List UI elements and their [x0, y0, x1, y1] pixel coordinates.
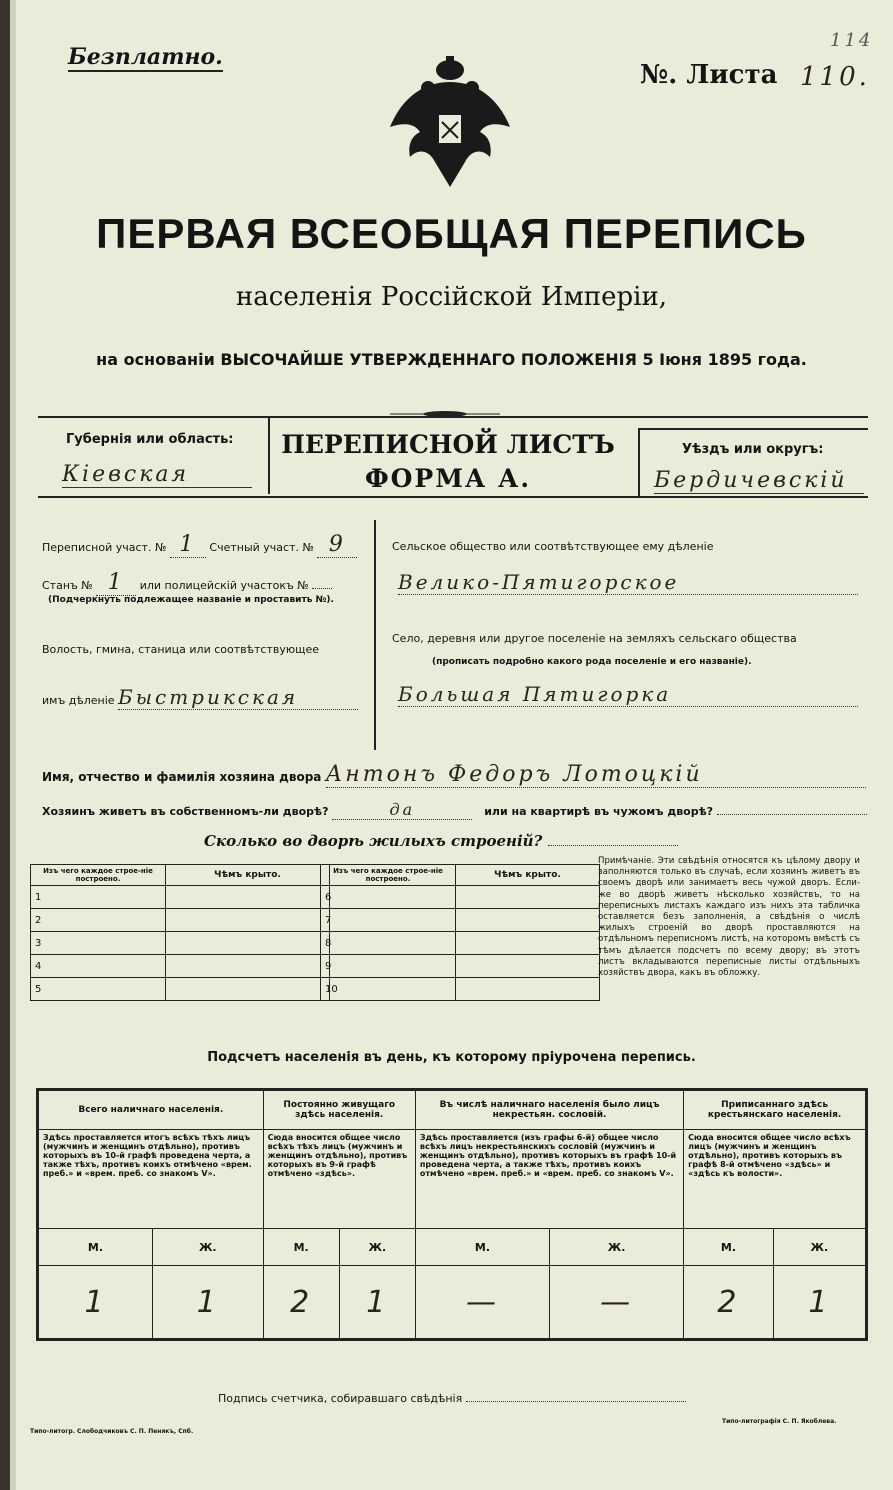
building-number: 4	[31, 955, 166, 978]
province-box	[38, 418, 270, 494]
police-label: или полицейскій участокъ №	[139, 579, 309, 592]
sheet-number-value: 110.	[800, 62, 870, 92]
lives-label-2: или на квартирѣ въ чужомъ дворѣ?	[484, 805, 714, 818]
building-roof-cell	[456, 978, 600, 1001]
building-number: 10	[321, 978, 456, 1001]
building-number: 9	[321, 955, 456, 978]
province-value: Кіевская	[62, 462, 252, 488]
count-column-desc: Здѣсь проставляется (изъ графы 6-й) общее число всѣхъ лицъ некрестьянскихъ сословій (мужчинъ и женщинъ отдѣльно), противъ которыхъ въ графѣ 10-й проведена черта, а также тѣхъ, противъ коихъ отмѣчено «врем. преб.» и «врем. преб. со знакомъ V».	[415, 1130, 683, 1229]
building-roof-cell	[166, 955, 330, 978]
buildings-row	[321, 932, 600, 955]
buildings-row	[31, 886, 330, 909]
district-box	[638, 428, 868, 496]
signature-label: Подпись счетчика, собиравшаго свѣдѣнія	[218, 1392, 463, 1405]
note-text: Примѣчаніе. Эти свѣдѣнія относятся къ цѣлому двору и заполняются только въ случаѣ, если хозяинъ живетъ въ своемъ дворѣ или занимаетъ весь чужой дворъ. Если-же во дворѣ живетъ нѣсколько хозяйствъ, то на переписныхъ листахъ каждаго изъ нихъ эта табличка оставляется безъ заполненія, а свѣдѣнія о числѣ жилыхъ строеній во дворѣ проставляются на отдѣльномъ переписномъ листѣ, на которомъ вмѣстѣ съ тѣмъ дѣлается подсчетъ по всему двору; въ этотъ листъ вкладываются переписные листы отдѣльныхъ хозяйствъ двора, какъ въ обложку.	[598, 856, 860, 979]
stan-label: Станъ №	[42, 579, 93, 592]
uchast-value: 1	[170, 532, 206, 558]
male-count: 2	[684, 1266, 774, 1340]
owner-row	[42, 762, 866, 788]
count-title: Подсчетъ населенія въ день, къ которому пріурочена перепись.	[207, 1050, 696, 1065]
form-title: ПЕРЕПИСНОЙ ЛИСТЪ	[281, 430, 615, 459]
census-sheet	[10, 0, 893, 1490]
building-roof-cell	[456, 955, 600, 978]
free-label: Безплатно.	[68, 44, 223, 70]
female-count: 1	[773, 1266, 866, 1340]
owner-value: Антонъ Федоръ Лотоцкій	[326, 762, 866, 788]
building-number: 6	[321, 886, 456, 909]
building-number: 5	[31, 978, 166, 1001]
building-roof-cell	[166, 886, 330, 909]
building-roof-cell	[456, 909, 600, 932]
male-label: М.	[263, 1229, 339, 1266]
building-roof-cell	[166, 909, 330, 932]
village-note: (прописать подробно какого рода поселеніе и его названіе).	[432, 657, 752, 667]
corner-number: 114	[830, 30, 874, 51]
building-roof-cell	[166, 978, 330, 1001]
underline-note: (Подчеркнуть подлежащее названіе и проставить №).	[48, 595, 334, 605]
count-column-head: Въ числѣ наличнаго населенія было лицъ некрестьян. сословій.	[415, 1090, 683, 1130]
census-basis: на основаніи ВЫСОЧАЙШЕ УТВЕРЖДЕННАГО ПОЛОЖЕНІЯ 5 Іюня 1895 года.	[96, 350, 807, 369]
buildings-row	[31, 955, 330, 978]
buildings-row	[321, 978, 600, 1001]
buildings-table-left	[30, 864, 330, 1001]
buildings-table-right	[320, 864, 600, 1001]
form-subtitle: ФОРМА А.	[364, 464, 532, 493]
count-column-desc: Сюда вносится общее число всѣхъ тѣхъ лицъ (мужчинъ и женщинъ отдѣльно), противъ которыхъ въ 9-й графѣ отмѣчено «здѣсь».	[263, 1130, 415, 1229]
schet-value: 9	[317, 532, 357, 558]
society-value: Велико-Пятигорское	[398, 570, 858, 595]
buildings-col-material-2: Изъ чего каждое строе-ніе построено.	[321, 865, 456, 886]
female-label: Ж.	[152, 1229, 263, 1266]
volost-value: Быстрикская	[118, 685, 358, 710]
building-number: 3	[31, 932, 166, 955]
buildings-row	[204, 832, 678, 850]
district-label: Уѣздъ или округъ:	[682, 442, 824, 457]
stan-value: 1	[96, 570, 136, 596]
volost-label: Волость, гмина, станица или соотвѣтствующее	[42, 643, 320, 656]
building-number: 7	[321, 909, 456, 932]
village-value: Большая Пятигорка	[398, 682, 858, 707]
female-label: Ж.	[550, 1229, 684, 1266]
male-label: М.	[684, 1229, 774, 1266]
lives-label: Хозяинъ живетъ въ собственномъ-ли дворѣ?	[42, 805, 329, 818]
buildings-row	[321, 909, 600, 932]
count-column-head: Всего наличнаго населенія.	[38, 1090, 264, 1130]
count-column-head: Приписаннаго здѣсь крестьянскаго населенія.	[684, 1090, 867, 1130]
owner-label: Имя, отчество и фамилія хозяина двора	[42, 770, 322, 784]
male-count: 2	[263, 1266, 339, 1340]
building-number: 1	[31, 886, 166, 909]
province-label: Губернія или область:	[66, 432, 234, 447]
footer-left: Типо-литогр. Слободчиковъ С. П. Пенякъ, Спб.	[30, 1428, 194, 1435]
eagle-emblem-icon	[380, 52, 520, 192]
buildings-col-roof-2: Чѣмъ крыто.	[456, 865, 600, 886]
buildings-row	[321, 886, 600, 909]
count-column-desc: Сюда вносится общее число всѣхъ лицъ (мужчинъ и женщинъ отдѣльно), противъ которыхъ въ графѣ 8-й отмѣчено «здѣсь» и «здѣсь къ волости».	[684, 1130, 867, 1229]
buildings-col-material: Изъ чего каждое строе-ніе построено.	[31, 865, 166, 886]
census-title: ПЕРВАЯ ВСЕОБЩАЯ ПЕРЕПИСЬ	[96, 210, 807, 257]
district-value: Бердичевскій	[654, 468, 864, 494]
female-label: Ж.	[339, 1229, 415, 1266]
buildings-label: Сколько во дворѣ жилыхъ строеній?	[204, 832, 543, 850]
buildings-row	[31, 909, 330, 932]
buildings-row	[321, 955, 600, 978]
signature-row	[218, 1392, 686, 1405]
female-count: 1	[152, 1266, 263, 1340]
schet-label: Счетный участ. №	[209, 541, 314, 554]
society-label: Сельское общество или соотвѣтствующее ему дѣленіе	[392, 540, 714, 553]
sheet-number-label: №. Листа	[640, 60, 778, 90]
population-count-table	[36, 1088, 868, 1341]
male-count: —	[415, 1266, 549, 1340]
buildings-col-roof: Чѣмъ крыто.	[166, 865, 330, 886]
building-roof-cell	[456, 886, 600, 909]
count-column-desc: Здѣсь проставляется итогъ всѣхъ тѣхъ лицъ (мужчинъ и женщинъ отдѣльно), противъ которыхъ въ 10-й графѣ проведена черта, а также тѣхъ, противъ коихъ отмѣчено «врем. преб.» и «врем. преб. со знакомъ V».	[38, 1130, 264, 1229]
lives-row	[42, 800, 867, 820]
lives-value: да	[332, 800, 472, 820]
female-count: 1	[339, 1266, 415, 1340]
building-roof-cell	[456, 932, 600, 955]
building-number: 2	[31, 909, 166, 932]
buildings-row	[31, 978, 330, 1001]
buildings-row	[31, 932, 330, 955]
village-label: Село, деревня или другое поселеніе на земляхъ сельскаго общества	[392, 632, 797, 645]
building-roof-cell	[166, 932, 330, 955]
female-count: —	[550, 1266, 684, 1340]
ornament-divider	[390, 402, 500, 408]
uchast-label: Переписной участ. №	[42, 541, 167, 554]
count-column-head: Постоянно живущаго здѣсь населенія.	[263, 1090, 415, 1130]
footer-right: Типо-литографія С. П. Якоблева.	[722, 1418, 837, 1425]
female-label: Ж.	[773, 1229, 866, 1266]
male-count: 1	[38, 1266, 153, 1340]
uchast-row	[42, 532, 357, 558]
building-number: 8	[321, 932, 456, 955]
volost-row	[42, 685, 358, 710]
male-label: М.	[415, 1229, 549, 1266]
volost-label-2: имъ дѣленіе	[42, 694, 115, 707]
male-label: М.	[38, 1229, 153, 1266]
stan-row	[42, 570, 332, 596]
census-subtitle: населенія Россійской Имперіи,	[235, 282, 668, 312]
